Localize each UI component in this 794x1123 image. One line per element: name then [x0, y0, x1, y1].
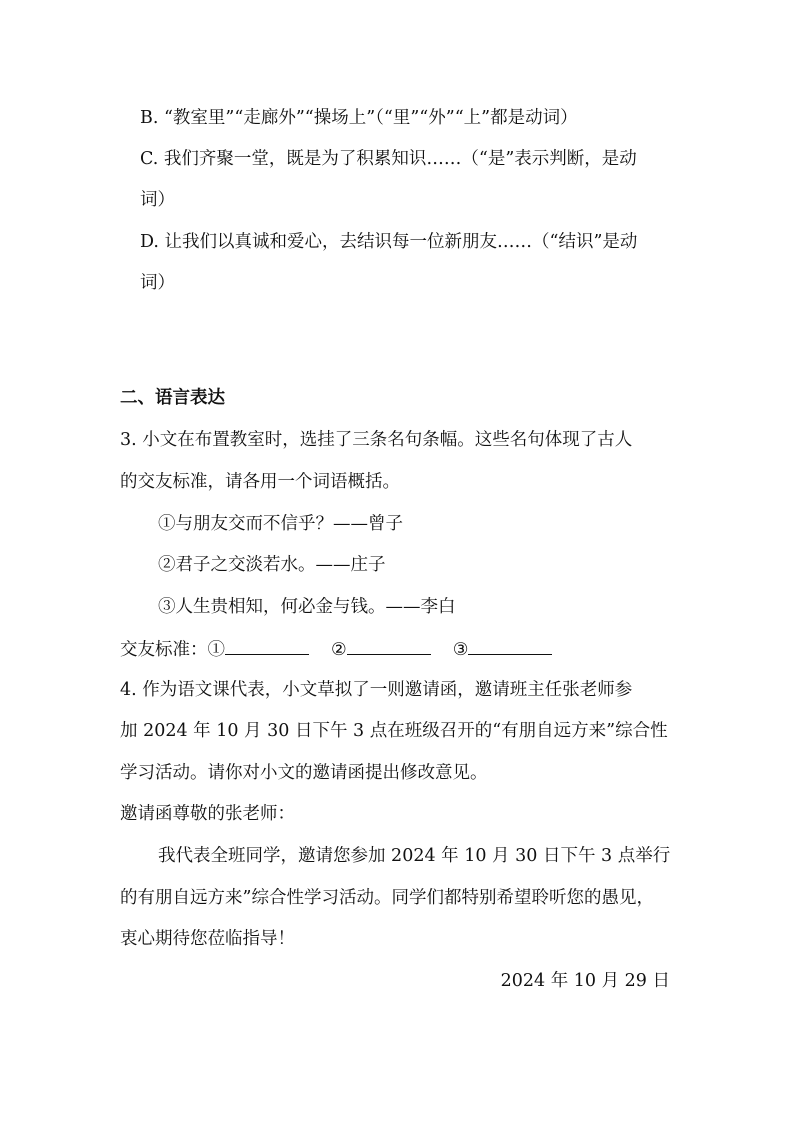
- answer-mark-1: ①: [207, 640, 225, 660]
- answer-mark-3: ③: [452, 640, 469, 660]
- letter-body-3: 衷心期待您莅临指导！: [120, 929, 295, 949]
- option-d-line-2: 词）: [140, 273, 175, 293]
- letter-body-1: 我代表全班同学，邀请您参加 2024 年 10 月 30 日下午 3 点举行: [158, 846, 671, 866]
- q4-line-2: 加 2024 年 10 月 30 日下午 3 点在班级召开的“有朋自远方来”综合性: [120, 721, 668, 741]
- answer-blank-3[interactable]: [468, 637, 552, 655]
- answer-blank-1[interactable]: [225, 637, 309, 655]
- option-c-line-1: C. 我们齐聚一堂，既是为了积累知识……（“是”表示判断，是动: [140, 149, 637, 169]
- letter-body-2: 的有朋自远方来”综合性学习活动。同学们都特别希望聆听您的愚见，: [120, 888, 654, 908]
- answer-label: 交友标准：: [120, 640, 208, 660]
- q3-line-1: 3. 小文在布置教室时，选挂了三条名句条幅。这些名句体现了古人: [120, 430, 633, 450]
- q3-quote-1: ①与朋友交而不信乎？——曾子: [158, 514, 403, 534]
- q3-quote-3: ③人生贵相知，何必金与钱。——李白: [158, 597, 456, 617]
- answer-blank-2[interactable]: [347, 637, 431, 655]
- q4-line-1: 4. 作为语文课代表，小文草拟了一则邀请函，邀请班主任张老师参: [120, 680, 633, 700]
- section-heading: 二、语言表达: [120, 388, 225, 408]
- letter-date: 2024 年 10 月 29 日: [500, 971, 670, 991]
- q4-line-3: 学习活动。请你对小文的邀请函提出修改意见。: [120, 763, 488, 783]
- answer-mark-2: ②: [331, 640, 347, 660]
- option-b: B. “教室里”“走廊外”“操场上”（“里”“外”“上”都是动词）: [140, 108, 578, 128]
- letter-title-line: 邀请函尊敬的张老师：: [120, 804, 295, 824]
- q3-answer-row: [120, 637, 552, 661]
- option-c-line-2: 词）: [140, 190, 175, 210]
- q3-line-2: 的交友标准，请各用一个词语概括。: [120, 472, 400, 492]
- q3-quote-2: ②君子之交淡若水。——庄子: [158, 555, 386, 575]
- option-d-line-1: D. 让我们以真诚和爱心，去结识每一位新朋友……（“结识”是动: [140, 232, 638, 252]
